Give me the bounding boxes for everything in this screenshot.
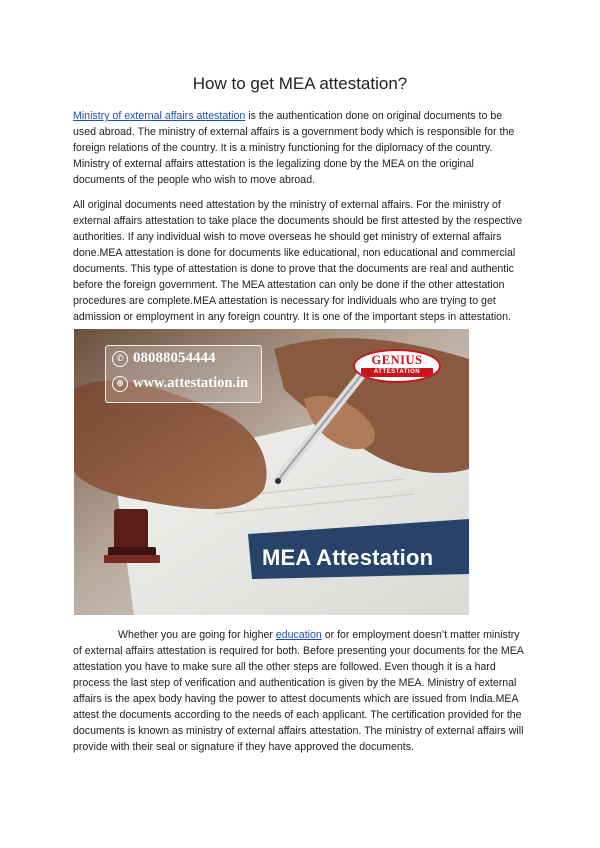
globe-icon: ⊕ (112, 376, 128, 392)
paragraph-education-text: or for employment doesn’t matter ministry of external affairs attestation is required for both. Before presenting your documents for the MEA attestation you have to make sure all the other steps are followed. Even though it is a hard process the last step of verification and authentication is given by the MEA. Ministry of external affairs is the apex body having the power to attest documents which are issued from India.MEA attest the documents according to the needs of each applicant. The certification provided for the documents is known as ministry of external affairs attestation. The ministry of external affairs will provide with their seal or signature if they have approved the documents. (73, 629, 524, 753)
paragraph-details: All original documents need attestation by the ministry of external affairs. For the ministry of external affairs attestation to take place the documents should be first attested by the respective authorities. If any individual wish to move overseas he should get ministry of external affairs done.MEA attestation is done for documents like educational, non educational and commercial documents. This type of attestation is done to prove that the documents are real and authentic before the foreign government. The MEA attestation can only be done if the other attestation procedures are complete.MEA attestation is necessary for individuals who are trying to get admission or employment in any foreign country. It is one of the important steps in attestation. (73, 199, 523, 323)
paragraph-education-intro: Whether you are going for higher (118, 629, 276, 641)
phone-number: 08088054444 (133, 350, 216, 366)
website-url: www.attestation.in (133, 375, 249, 391)
paragraph-intro (73, 108, 528, 188)
logo-main-text: GENIUS (371, 353, 423, 367)
mea-attestation-link[interactable]: Ministry of external affairs attestation (73, 110, 246, 122)
contact-website (112, 375, 248, 392)
logo-sub-text: ATTESTATION (361, 368, 433, 377)
paragraph-education (73, 627, 528, 755)
genius-attestation-logo (353, 349, 441, 383)
contact-phone (112, 350, 216, 367)
paragraph-intro-text: is the authentication done on original documents to be used abroad. The ministry of external affairs is a government body which is responsible for the foreign relations of the country. It is a ministry functioning for the diplomacy of the country. Ministry of external affairs attestation is the legalizing done by the MEA on the original documents of the people who wish to move abroad. (73, 110, 515, 186)
mea-attestation-image (74, 329, 469, 615)
mea-attestation-banner: MEA Attestation (262, 545, 434, 570)
contact-box (105, 345, 262, 403)
phone-icon: ✆ (112, 351, 128, 367)
page-title: How to get MEA attestation? (192, 74, 408, 93)
education-link[interactable]: education (275, 629, 322, 641)
